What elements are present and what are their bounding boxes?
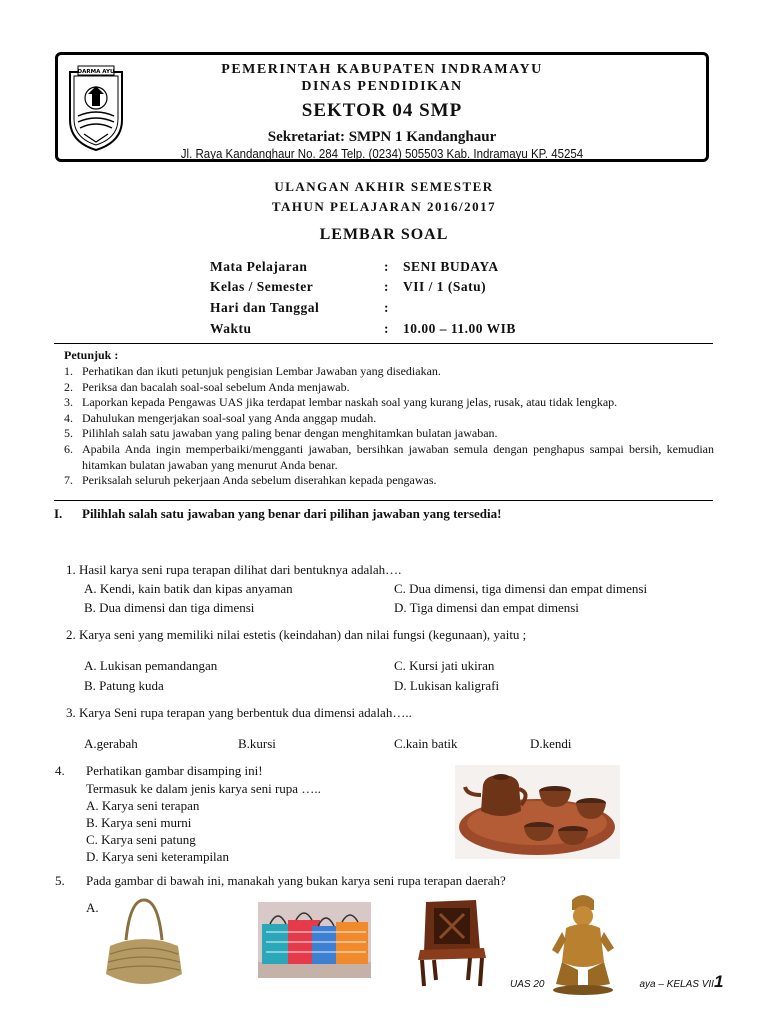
instruction-item: 3. Laporkan kepada Pengawas UAS jika terdapat lembar naskah soal yang kurang jelas, rusak, atau tidak lengkap. <box>64 395 618 410</box>
q2-option-c: C. Kursi jati ukiran <box>394 658 495 673</box>
info-colon: : <box>384 300 389 315</box>
question-4-number: 4. <box>55 763 65 778</box>
q4-option-d: D. Karya seni keterampilan <box>86 849 229 864</box>
woven-plastic-bags-image <box>258 902 371 978</box>
header-government: PEMERINTAH KABUPATEN INDRAMAYU <box>221 62 543 77</box>
q1-option-c: C. Dua dimensi, tiga dimensi dan empat dimensi <box>394 581 648 596</box>
q4-option-b: B. Karya seni murni <box>86 815 192 830</box>
q3-option-a: A.gerabah <box>84 736 138 751</box>
q2-option-a: A. Lukisan pemandangan <box>84 658 218 673</box>
q1-option-b: B. Dua dimensi dan tiga dimensi <box>84 600 255 615</box>
q1-option-a: A. Kendi, kain batik dan kipas anyaman <box>84 581 293 596</box>
sheet-title: LEMBAR SOAL <box>319 226 449 243</box>
header-sector: SEKTOR 04 SMP <box>301 100 463 121</box>
info-value: VII / 1 (Satu) <box>403 279 487 294</box>
emblem-ribbon-text: DARMA AYU <box>77 69 115 75</box>
divider <box>54 500 713 501</box>
q5-option-a-label: A. <box>86 900 99 915</box>
q4-option-c: C. Karya seni patung <box>86 832 196 847</box>
info-colon: : <box>384 259 389 274</box>
divider <box>54 343 713 344</box>
woven-bag-image <box>100 896 188 990</box>
question-4-line2: Termasuk ke dalam jenis karya seni rupa ….. <box>86 781 321 796</box>
info-colon: : <box>384 279 389 294</box>
question-4-line1: Perhatikan gambar disamping ini! <box>86 763 263 778</box>
q3-option-d: D.kendi <box>530 736 572 751</box>
header-secretariat: Sekretariat: SMPN 1 Kandanghaur <box>267 129 497 145</box>
section-number: I. <box>54 506 63 521</box>
q2-option-d: D. Lukisan kaligrafi <box>394 678 500 693</box>
q3-option-b: B.kursi <box>238 736 276 751</box>
question-1: 1. Hasil karya seni rupa terapan dilihat dari bentuknya adalah…. <box>66 562 402 577</box>
section-text: Pilihlah salah satu jawaban yang benar dari pilihan jawaban yang tersedia! <box>82 506 502 521</box>
q1-option-d: D. Tiga dimensi dan empat dimensi <box>394 600 579 615</box>
instructions-title: Petunjuk : <box>64 348 119 362</box>
info-label: Hari dan Tanggal <box>210 300 320 315</box>
instruction-item: 4. Dahulukan mengerjakan soal-soal yang Anda anggap mudah. <box>64 410 377 425</box>
instruction-item: 1. Perhatikan dan ikuti petunjuk pengisian Lembar Jawaban yang disediakan. <box>64 364 441 378</box>
carved-chair-image <box>410 896 494 990</box>
info-value: 10.00 – 11.00 WIB <box>403 321 516 336</box>
question-3: 3. Karya Seni rupa terapan yang berbentuk dua dimensi adalah….. <box>66 705 412 720</box>
question-5-number: 5. <box>55 873 65 888</box>
info-label: Kelas / Semester <box>210 279 314 294</box>
page-footer: UAS 20 aya – KELAS VII1 <box>510 972 724 991</box>
academic-year: TAHUN PELAJARAN 2016/2017 <box>271 199 497 214</box>
q2-option-b: B. Patung kuda <box>84 678 164 693</box>
instruction-item: 7. Periksalah seluruh pekerjaan Anda sebelum diserahkan kepada pengawas. <box>64 473 437 488</box>
instructions-list <box>64 364 714 489</box>
page-number: 1 <box>713 972 724 991</box>
q4-option-a: A. Karya seni terapan <box>86 798 200 813</box>
clay-teapot-set-image <box>455 765 620 859</box>
q3-option-c: C.kain batik <box>394 736 458 751</box>
header-address: Jl. Raya Kandanghaur No. 284 Telp. (0234) 505503 Kab. Indramayu KP. 45254 <box>180 147 584 161</box>
info-colon: : <box>384 321 389 336</box>
instruction-item: 2. Periksa dan bacalah soal-soal sebelum Anda menjawab. <box>64 379 350 394</box>
instruction-item: 6. Apabila Anda ingin memperbaiki/mengganti jawaban, bersihkan jawaban semula dengan penghapus sampai bersih, kemudian hitamkan bulatan jawaban yang menurut Anda benar. <box>64 441 714 472</box>
question-5: Pada gambar di bawah ini, manakah yang bukan karya seni rupa terapan daerah? <box>86 873 506 888</box>
info-label: Mata Pelajaran <box>210 259 308 274</box>
info-value: SENI BUDAYA <box>403 259 499 274</box>
exam-title: ULANGAN AKHIR SEMESTER <box>274 179 494 194</box>
instruction-item: 5. Pilihlah salah satu jawaban yang paling benar dengan menghitamkan bulatan jawaban. <box>64 426 498 441</box>
question-2: 2. Karya seni yang memiliki nilai estetis (keindahan) dan nilai fungsi (kegunaan), yaitu ; <box>66 627 527 642</box>
info-label: Waktu <box>210 321 252 336</box>
header-department: DINAS PENDIDIKAN <box>301 79 463 94</box>
